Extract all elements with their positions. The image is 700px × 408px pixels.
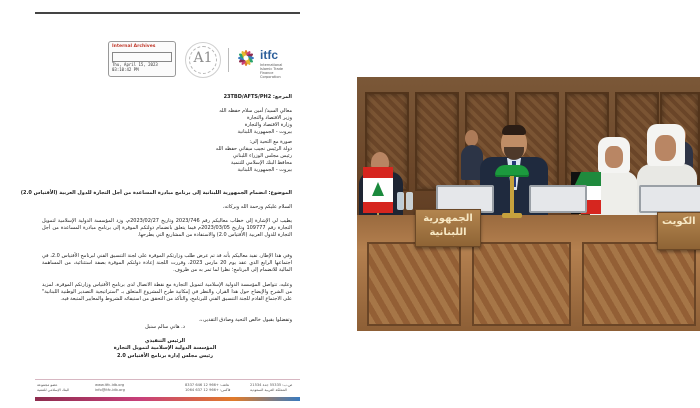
address-line: وزارة الاقتصاد والتجارة [244, 122, 292, 128]
footer-line: www.itfc-idb.org [95, 383, 125, 387]
body-paragraph-1: يطيب لي الإشارة إلى خطاب معاليكم رقم 2023/746 وتاريخ 2023/02/27م، وزد المؤسسة الدولية الإسلامية لتمويل التجارة رقم 109777 وتاريخ 2023/03/05م فيما يتعلق بانضمام دولتكم الموقرة إلى برنامج مبادرة المساعدة من أجل التجارة للدول العربية (الأفتياس 2.0) والاستفادة من المشاريع التي يطرحها. [42, 218, 292, 239]
footer-line: البنك الإسلامي للتنمية [37, 388, 70, 392]
address-line: معالي السيد/ أمين سلام حفظه الله [219, 108, 292, 114]
lebanon-nameplate [415, 209, 481, 247]
lamp-stand [510, 176, 514, 216]
nameplate-line: الكويت [662, 216, 696, 227]
signatory-title: الرئيس التنفيذي [144, 337, 186, 344]
meeting-photo [357, 77, 700, 331]
footer-line: ص.ب: 55335 جدة 21534 [250, 383, 293, 387]
letter-footer [35, 379, 300, 401]
desk-panel [367, 242, 461, 326]
stamp-barcode-box [112, 52, 172, 62]
top-rule [35, 12, 300, 14]
signatory-name: د. هاني سالم سنبل [145, 324, 185, 330]
address-line: بيروت - الجمهورية اللبنانية [237, 129, 292, 135]
footer-column [95, 383, 125, 393]
footer-line: المملكة العربية السعودية [250, 388, 287, 392]
stamp-title: Internal Archives [112, 44, 156, 49]
footer-line: فاكس: +966 12 637 1064 [185, 388, 231, 392]
nameplate-line: الجمهورية [423, 213, 473, 224]
recipient-address [219, 108, 292, 136]
itfc-logo [235, 45, 297, 77]
cedar-icon [372, 182, 384, 196]
footer-line: عضو مجموعة [37, 383, 58, 387]
cc-line: محافظ البنك الإسلامي للتنمية [230, 160, 292, 166]
footer-column [37, 383, 69, 393]
signature-block [70, 324, 260, 360]
cc-line: دولة الرئيس نجيب ميقاتي حفظه الله [215, 146, 292, 152]
wall-panel [415, 92, 459, 191]
water-bottle [406, 192, 413, 210]
kuwait-nameplate [657, 212, 700, 250]
a1-logo [185, 42, 221, 78]
body-paragraph-3: وعليه، تتواصل المؤسسة الدولية الإسلامية لتمويل التجارة مع نقطة الاتصال لدى برنامج الأفتياس وزارتكم الموقرة، لمزيد من الشرح والإيضاح حول هذا القرار، والنظر في إمكانية طرح المشروع المتعلق بـ "استراتيجية التصدير الوطنية اللبنانية" على الاجتماع القادم للجنة التنسيق الفني للبرنامج، والتأكد من التحقق من استيفائه للشروط والمعايير المتبعة فيه. [42, 282, 292, 303]
footer-column [185, 383, 230, 393]
stamp-meta [112, 62, 158, 72]
lamp-base [502, 213, 522, 218]
letter-closing: وتفضلوا بقبول خالص التحية وصادق التقدير،،، [199, 317, 292, 323]
body-paragraph-2: وفي هذا الإطار، نفيد معاليكم بأنه قد تم عرض طلب وزارتكم الموقرة على لجنة التنسيق الفني لبرنامج الأفتياس 2.0، في اجتماعها الرابع الذي عقد يوم 20 مارس 2023، وقررت اللجنة إعادة دولتكم الموقرة بصفة استثنائية، من المساهمة المالية للانضمام إلى البرنامج؛ نظرا لما تمر به من ظروف. [42, 253, 292, 274]
face [655, 135, 676, 161]
reference-number: 23TBD/AFTS/PH2 :المرجع [223, 94, 292, 100]
letter-subject: الموضوع: انضمام الجمهورية اللبنانية إلى برنامج مبادرة المساعدة من أجل التجارة للدول العربية (الأفتياس 2.0) [20, 190, 292, 196]
face [605, 146, 623, 168]
cc-line: صورة مع التحية إلى: [249, 139, 292, 145]
cc-line: بيروت - الجمهورية اللبنانية [237, 167, 292, 173]
desk-panel [472, 242, 571, 326]
footer-column [250, 383, 292, 393]
desk-panel [582, 242, 696, 326]
letter-greeting: السلام عليكم ورحمة الله وبركاته، [223, 204, 292, 210]
hair [502, 125, 526, 135]
desk-monitor [639, 185, 700, 213]
stamp-date: Thu, April 15, 2023 [112, 62, 158, 67]
cc-line: رئيس مجلس الوزراء اللبناني [232, 153, 292, 159]
water-bottle [397, 192, 404, 210]
lebanon-flag-icon [363, 167, 393, 213]
footer-color-stripe [35, 397, 300, 401]
itfc-logo-text: itfc [260, 48, 278, 62]
flag-stripe [363, 202, 393, 213]
address-line: وزير الاقتصاد والتجارة [246, 115, 292, 121]
itfc-logo-subtitle: International Islamic Trade Finance Corporation [260, 63, 283, 79]
flag-stripe [363, 167, 393, 178]
cc-address [216, 139, 292, 174]
signatory-organization: المؤسسة الدولية الإسلامية لتمويل التجارة [113, 345, 217, 351]
stamp-number: 03:10:42 PM [112, 67, 139, 72]
signatory-role: رئيس مجلس إدارة برنامج الأفتياس 2.0 [116, 352, 214, 359]
a1-logo-text: A1 [193, 50, 213, 66]
letter-document [20, 12, 300, 400]
desk-monitor [529, 185, 587, 213]
footer-line: info@itfc-idb.org [95, 388, 125, 392]
itfc-flower-icon [235, 47, 257, 69]
footer-line: هاتف: +966 12 646 8337 [185, 383, 229, 387]
nameplate-line: اللبنانية [429, 227, 467, 238]
logo-divider [228, 48, 229, 72]
archive-stamp [108, 41, 176, 77]
